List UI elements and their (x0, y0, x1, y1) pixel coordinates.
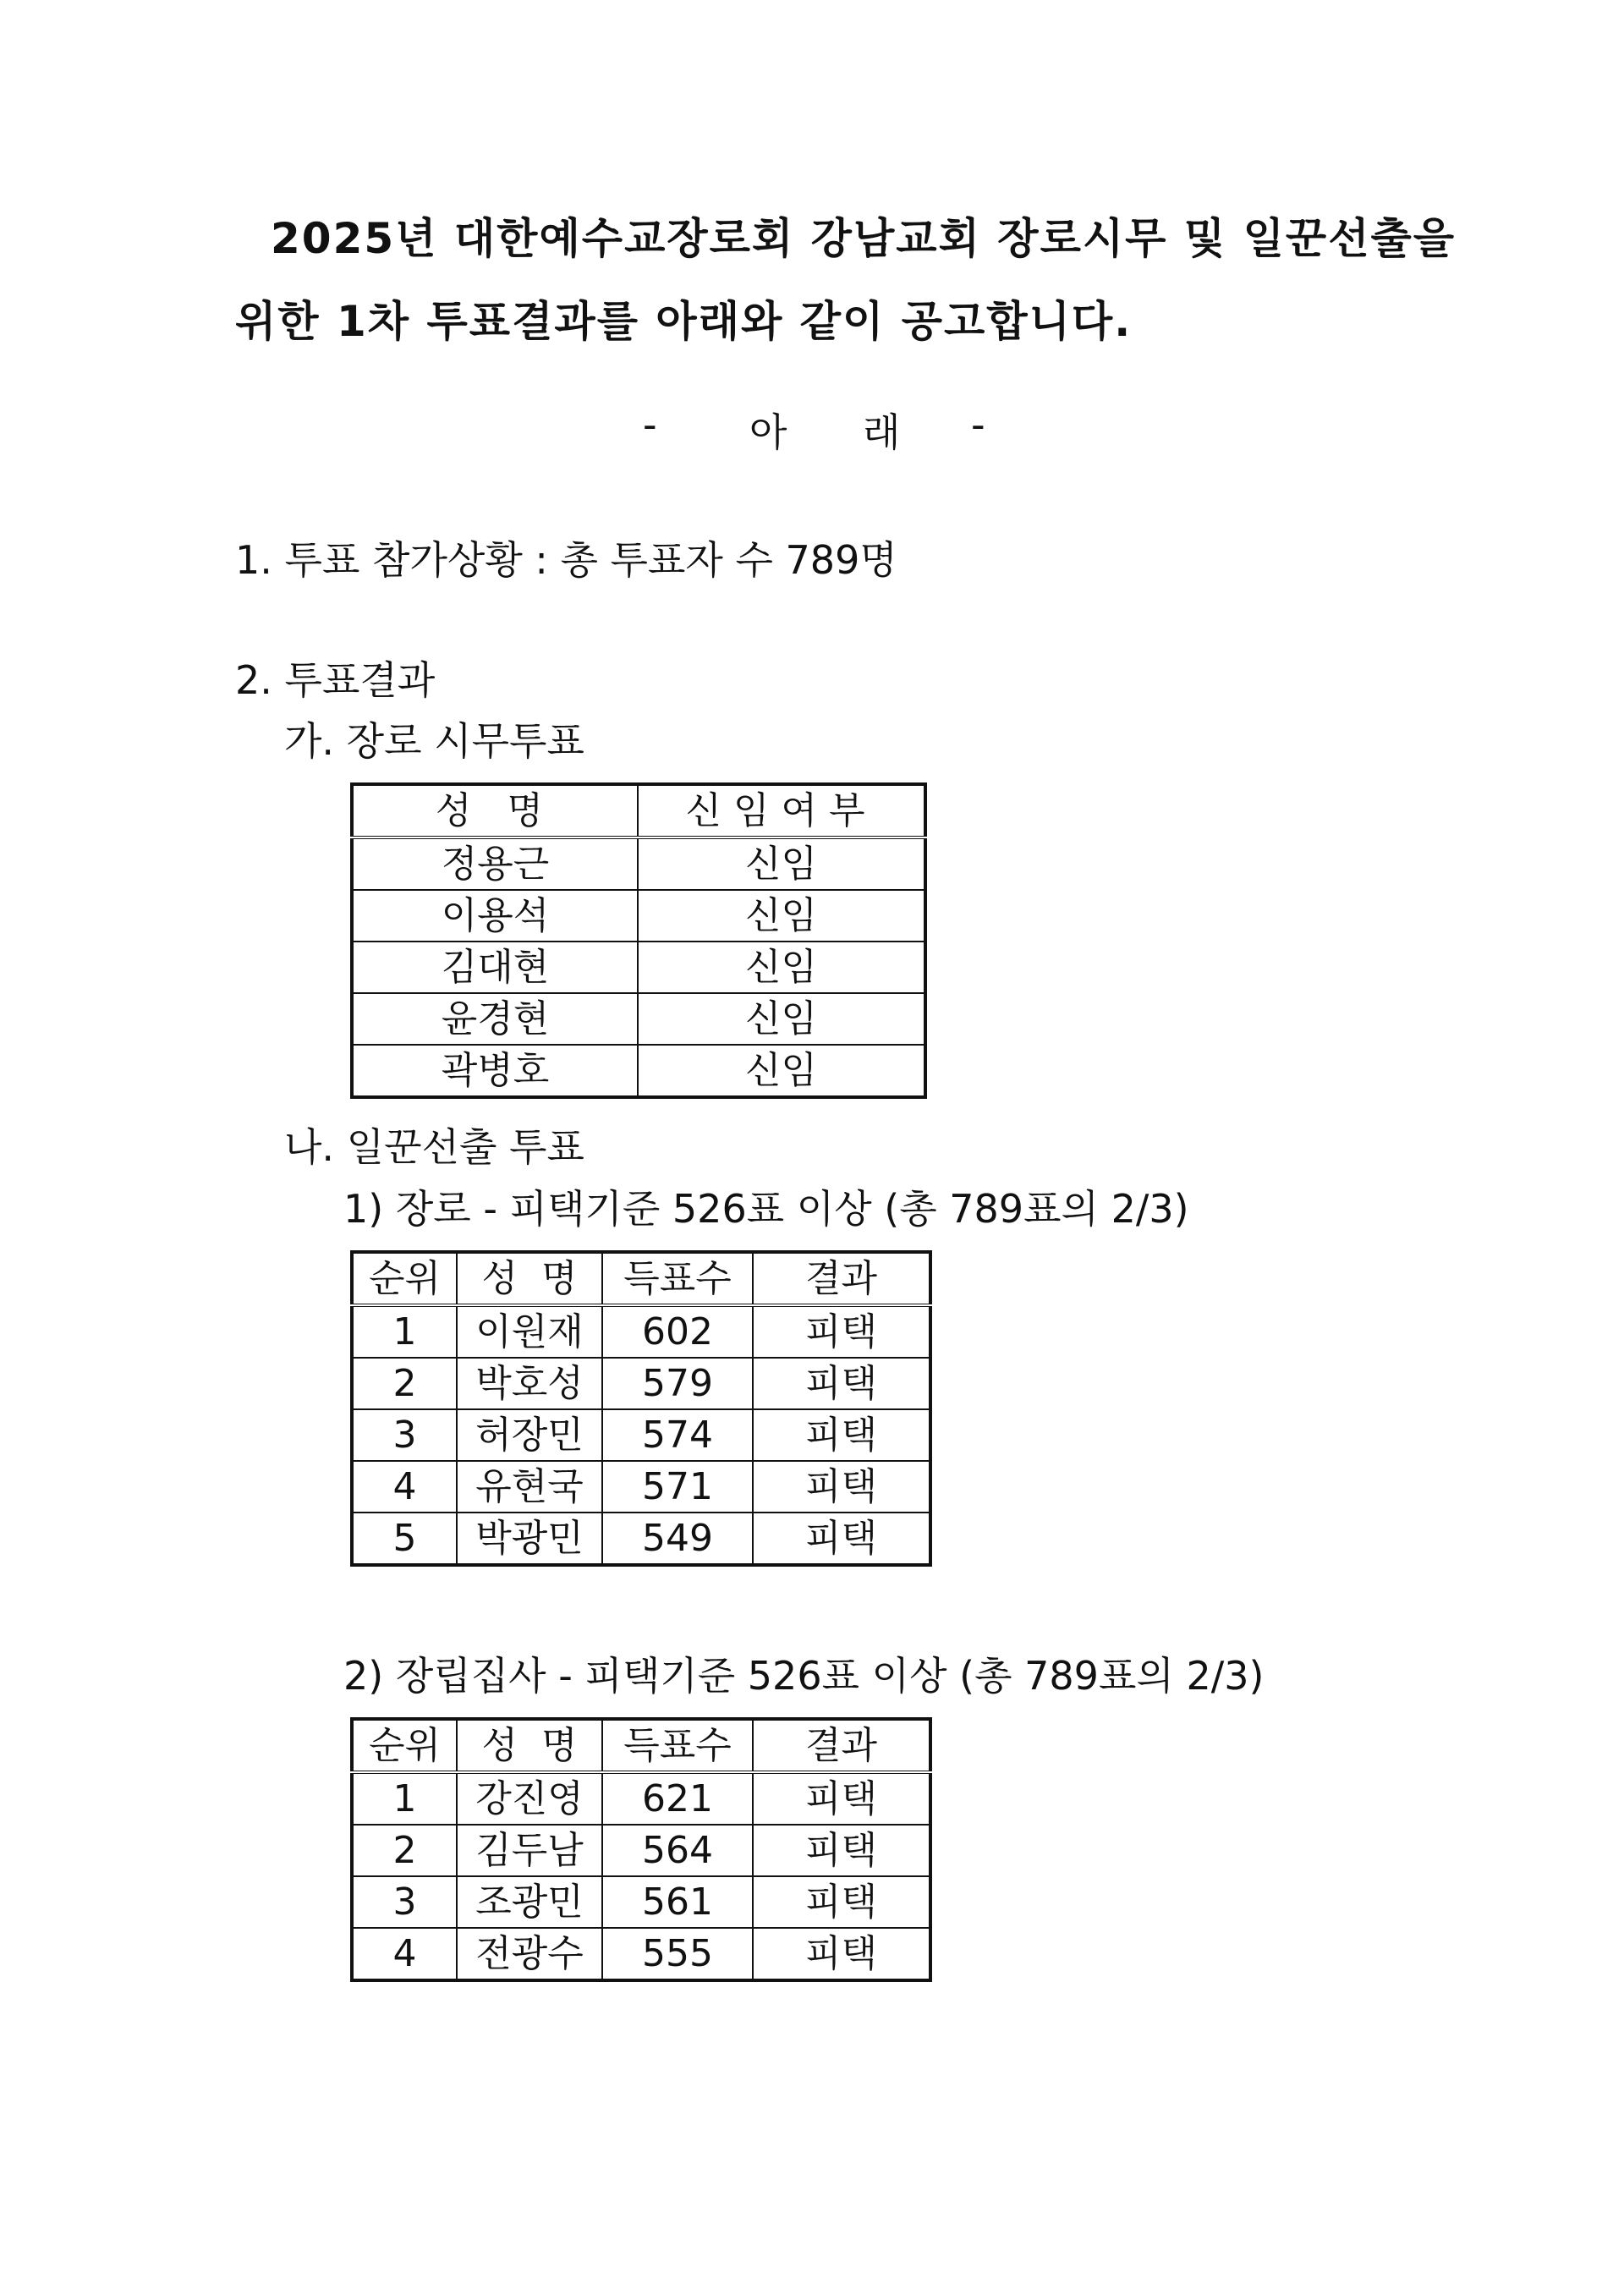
elder-confidence-table (350, 782, 927, 1099)
header-name: 성 명 (352, 784, 638, 837)
cell-name: 유현국 (457, 1461, 602, 1513)
header-votes: 득표수 (602, 1252, 753, 1305)
table-row (352, 1928, 930, 1980)
cell-name: 김두남 (457, 1825, 602, 1876)
section-1-participation: 1. 투표 참가상황 : 총 투표자 수 789명 (235, 537, 897, 583)
cell-votes: 621 (602, 1772, 753, 1825)
cell-rank: 2 (352, 1825, 457, 1876)
title-line-2: 위한 1차 투표결과를 아래와 같이 공고합니다. (235, 297, 1133, 346)
table-row (352, 1772, 930, 1825)
cell-confidence: 신임 (638, 890, 925, 942)
table-row (352, 1513, 930, 1565)
cell-confidence: 신임 (638, 942, 925, 993)
cell-result: 피택 (753, 1461, 930, 1513)
separator-heading (0, 402, 1624, 461)
cell-rank: 1 (352, 1305, 457, 1358)
section-2-heading: 2. 투표결과 (235, 657, 436, 703)
section-2b-heading: 나. 일꾼선출 투표 (284, 1124, 584, 1170)
cell-name: 전광수 (457, 1928, 602, 1980)
cell-result: 피택 (753, 1928, 930, 1980)
cell-name: 조광민 (457, 1876, 602, 1928)
cell-votes: 555 (602, 1928, 753, 1980)
table-header-row (352, 1252, 930, 1305)
table-row (352, 1461, 930, 1513)
table-row (352, 1409, 930, 1461)
cell-result: 피택 (753, 1409, 930, 1461)
cell-result: 피택 (753, 1305, 930, 1358)
cell-name: 박호성 (457, 1358, 602, 1409)
table-row (352, 993, 925, 1045)
title-line-1: 2025년 대한예수교장로회 강남교회 장로시무 및 일꾼선출을 (271, 214, 1457, 263)
header-rank: 순위 (352, 1719, 457, 1772)
header-name: 성 명 (457, 1719, 602, 1772)
table-row (352, 1876, 930, 1928)
cell-name: 정용근 (352, 837, 638, 890)
cell-rank: 1 (352, 1772, 457, 1825)
cell-rank: 4 (352, 1928, 457, 1980)
header-confidence: 신임여부 (638, 784, 925, 837)
cell-name: 곽병호 (352, 1045, 638, 1097)
header-votes: 득표수 (602, 1719, 753, 1772)
cell-votes: 561 (602, 1876, 753, 1928)
separator-char-2: 래 (863, 409, 901, 455)
cell-result: 피택 (753, 1825, 930, 1876)
table-row (352, 1045, 925, 1097)
header-rank: 순위 (352, 1252, 457, 1305)
cell-votes: 602 (602, 1305, 753, 1358)
separator-char-1: 아 (749, 409, 787, 455)
cell-confidence: 신임 (638, 993, 925, 1045)
separator-dash-right: - (971, 402, 985, 447)
cell-rank: 3 (352, 1409, 457, 1461)
elder-election-table (350, 1250, 932, 1567)
cell-confidence: 신임 (638, 1045, 925, 1097)
deacon-election-heading: 2) 장립집사 - 피택기준 526표 이상 (총 789표의 2/3) (343, 1653, 1265, 1699)
header-result: 결과 (753, 1719, 930, 1772)
table-row (352, 1305, 930, 1358)
cell-result: 피택 (753, 1772, 930, 1825)
cell-votes: 571 (602, 1461, 753, 1513)
cell-rank: 2 (352, 1358, 457, 1409)
cell-rank: 4 (352, 1461, 457, 1513)
cell-rank: 3 (352, 1876, 457, 1928)
cell-name: 강진영 (457, 1772, 602, 1825)
cell-rank: 5 (352, 1513, 457, 1565)
cell-result: 피택 (753, 1876, 930, 1928)
table-row (352, 1825, 930, 1876)
cell-result: 피택 (753, 1513, 930, 1565)
cell-votes: 579 (602, 1358, 753, 1409)
cell-result: 피택 (753, 1358, 930, 1409)
cell-name: 이원재 (457, 1305, 602, 1358)
cell-votes: 549 (602, 1513, 753, 1565)
table-row (352, 1358, 930, 1409)
cell-name: 이용석 (352, 890, 638, 942)
cell-name: 박광민 (457, 1513, 602, 1565)
cell-votes: 574 (602, 1409, 753, 1461)
deacon-election-table (350, 1717, 932, 1982)
table-row (352, 942, 925, 993)
cell-name: 윤경현 (352, 993, 638, 1045)
table-header-row (352, 784, 925, 837)
separator-dash-left: - (643, 402, 657, 447)
table-row (352, 890, 925, 942)
cell-votes: 564 (602, 1825, 753, 1876)
table-row (352, 837, 925, 890)
header-name: 성 명 (457, 1252, 602, 1305)
cell-name: 허장민 (457, 1409, 602, 1461)
cell-name: 김대현 (352, 942, 638, 993)
table-header-row (352, 1719, 930, 1772)
section-2a-heading: 가. 장로 시무투표 (284, 718, 584, 764)
header-result: 결과 (753, 1252, 930, 1305)
cell-confidence: 신임 (638, 837, 925, 890)
elder-election-heading: 1) 장로 - 피택기준 526표 이상 (총 789표의 2/3) (343, 1186, 1189, 1232)
